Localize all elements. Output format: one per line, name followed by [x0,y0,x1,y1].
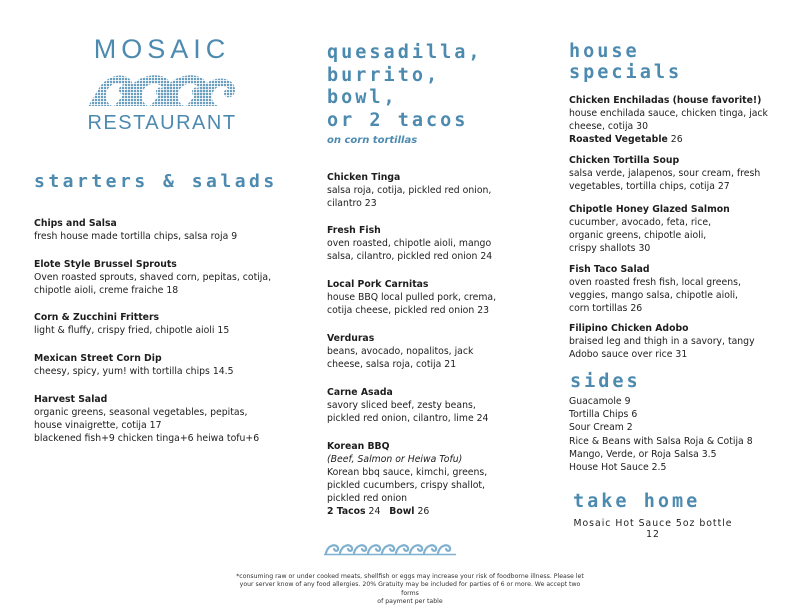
tacos-label: 2 Tacos [327,506,366,517]
footer-line: *consuming raw or under cooked meats, shellfish or eggs may increase your risk of foodborne illness. Please let [236,573,584,580]
wave-divider-icon [324,540,456,556]
item-desc: cheesy, spicy, yum! with tortilla chips 14.5 [34,366,234,377]
item-name: Chicken Enchiladas (house favorite!) [569,95,762,106]
side-item: House Hot Sauce 2.5 [569,462,667,474]
logo-subtitle: RESTAURANT [87,112,237,134]
variant-name: Roasted Vegetable [569,134,668,145]
footer-disclaimer [236,573,584,607]
take-home-item-price: 12 [646,529,660,540]
side-item: Tortilla Chips 6 [569,409,638,421]
menu-item-chicken-enchiladas [569,94,769,146]
item-name: Chicken Tinga [327,172,401,183]
item-desc: house BBQ local pulled pork, crema, cotija cheese, pickled red onion 23 [327,292,497,316]
item-note: (Beef, Salmon or Heiwa Tofu) [327,454,463,465]
menu-item-glazed-salmon [569,203,734,255]
item-name: Elote Style Brussel Sprouts [34,259,177,270]
item-name: Harvest Salad [34,394,108,405]
menu-item-korean-bbq [327,440,507,518]
item-desc: Oven roasted sprouts, shaved corn, pepitas, cotija, chipotle aioli, creme fraiche 18 [34,272,272,296]
quesadilla-subtitle: on corn tortillas [327,135,418,146]
item-addons: blackened fish+9 chicken tinga+6 heiwa tofu+6 [34,433,260,444]
menu-item-fish-taco-salad [569,263,759,315]
side-item: Mango, Verde, or Roja Salsa 3.5 [569,448,717,460]
menu-item-carne-asada [327,386,507,425]
quesadilla-title-line: or 2 tacos [327,109,469,131]
menu-item-brussel-sprouts [34,258,274,297]
item-name: Fresh Fish [327,225,381,236]
house-title-line: house [569,41,640,62]
item-name: Chicken Tortilla Soup [569,155,680,166]
item-desc: salsa verde, jalapenos, sour cream, fresh vegetables, tortilla chips, cotija 27 [569,168,761,192]
item-name: Carne Asada [327,387,393,398]
side-item: Sour Cream 2 [569,422,633,434]
side-item: Rice & Beans with Salsa Roja & Cotija 8 [569,435,753,447]
take-home-item [568,518,738,540]
item-desc: light & fluffy, crispy fried, chipotle aioli 15 [34,325,230,336]
item-desc: Korean bbq sauce, kimchi, greens, pickled cucumbers, crispy shallot, pickled red onion [327,467,488,504]
quesadilla-title-line: bowl, [327,87,398,108]
menu-item-chicken-adobo [569,322,759,361]
item-desc: oven roasted, chipotle aioli, mango salsa, cilantro, pickled red onion 24 [327,238,493,262]
item-desc: beans, avocado, nopalitos, jack cheese, salsa roja, cotija 21 [327,346,474,370]
item-desc: organic greens, seasonal vegetables, pepitas, house vinaigrette, cotija 17 [34,407,248,431]
item-name: Chipotle Honey Glazed Salmon [569,204,730,215]
menu-item-pork-carnitas [327,278,507,317]
item-desc: cucumber, avocado, feta, rice, organic greens, chipotle aioli, crispy shallots 30 [569,217,712,254]
item-desc: savory sliced beef, zesty beans, pickled red onion, cilantro, lime 24 [327,400,489,424]
item-name: Local Pork Carnitas [327,279,429,290]
take-home-title: take home [573,491,701,512]
quesadilla-title [327,42,483,132]
item-name: Corn & Zucchini Fritters [34,312,160,323]
item-desc: braised leg and thigh in a savory, tangy Adobo sauce over rice 31 [569,336,755,360]
house-title-line: specials [569,62,683,83]
quesadilla-title-line: quesadilla, [327,42,483,63]
item-name: Mexican Street Corn Dip [34,353,162,364]
menu-item-fritters [34,311,284,337]
item-desc: fresh house made tortilla chips, salsa roja 9 [34,231,238,242]
menu-item-chicken-tinga [327,171,507,210]
menu-item-chips-and-salsa [34,217,284,243]
item-name: Korean BBQ [327,441,390,452]
item-name: Fish Taco Salad [569,264,650,275]
bowl-price: 26 [417,506,430,517]
logo-title: MOSAIC [93,34,231,64]
menu-item-verduras [327,332,507,371]
item-name: Verduras [327,333,375,344]
sides-list [569,395,753,474]
menu-item-corn-dip [34,352,284,378]
item-desc: oven roasted fresh fish, local greens, veggies, mango salsa, chipotle aioli, corn tortillas 26 [569,277,741,314]
menu-item-harvest-salad [34,393,274,445]
side-item: Guacamole 9 [569,396,631,407]
quesadilla-title-line: burrito, [327,64,441,86]
item-name: Chips and Salsa [34,218,117,229]
variant-price: 26 [670,134,683,145]
item-name: Filipino Chicken Adobo [569,323,689,334]
bowl-label: Bowl [389,506,415,517]
item-desc: salsa roja, cotija, pickled red onion, cilantro 23 [327,185,492,209]
starters-title: starters & salads [34,171,278,192]
wave-logo-icon [86,66,238,108]
menu-item-tortilla-soup [569,154,769,193]
menu-item-fresh-fish [327,224,507,263]
item-prices [327,505,507,518]
sides-title: sides [570,371,641,392]
take-home-item-name: Mosaic Hot Sauce 5oz bottle [573,518,733,529]
item-desc: house enchilada sauce, chicken tinga, jack cheese, cotija 30 [569,108,768,132]
footer-line: of payment per table [377,598,443,606]
house-specials-title [569,41,682,83]
tacos-price: 24 [368,506,381,517]
footer-line: your server know of any food allergies. 20% Gratuity may be included for parties of 6 or more. We accept two forms [239,581,581,597]
item-variant [569,133,769,146]
